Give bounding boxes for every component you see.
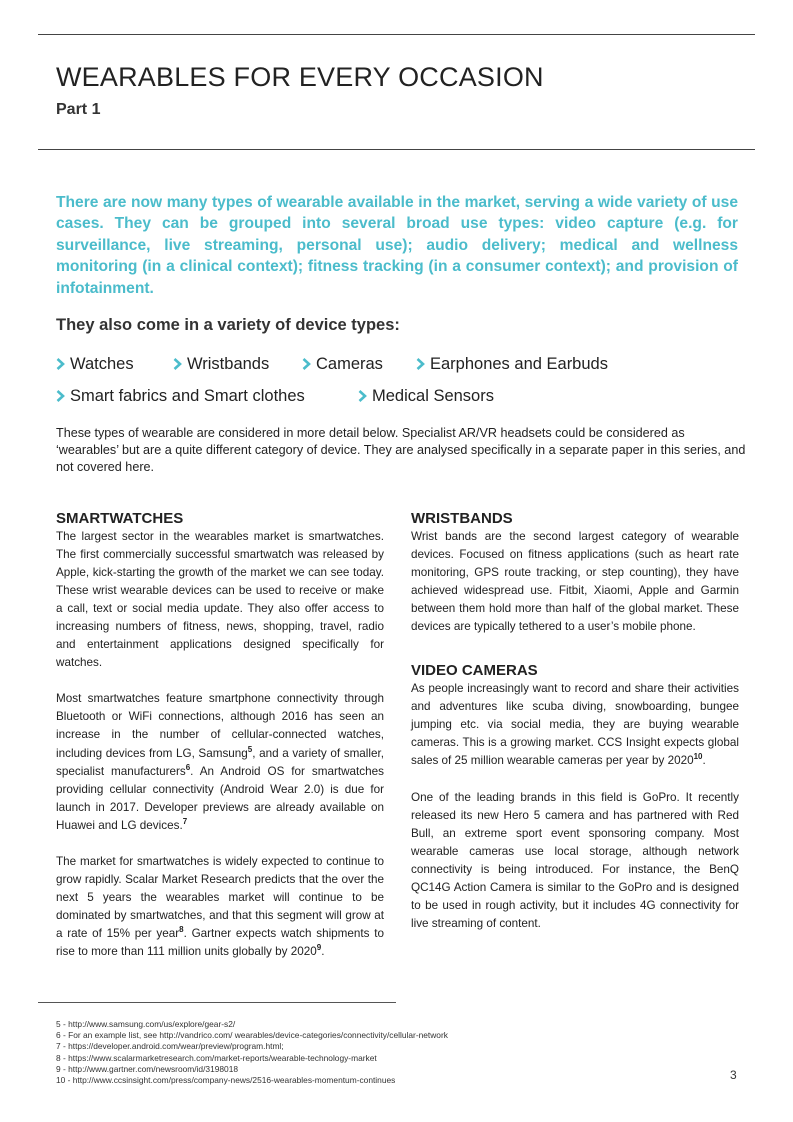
right-column	[411, 510, 739, 951]
chevron-right-icon	[56, 355, 70, 374]
top-rule	[38, 34, 755, 35]
device-types-row-2	[56, 387, 746, 409]
footnote: 10 - http://www.ccsinsight.com/press/company-news/2516-wearables-momentum-continues	[56, 1075, 396, 1086]
video-cameras-paragraph-1: As people increasingly want to record and share their activities and adventures like scuba diving, snowboarding, bungee jumping etc. via social media, they are buying wearable cameras. This is a growing market. CCS Insight expects global sales of 25 million wearable cameras per year by 2020$^{10}$.	[411, 682, 739, 768]
smartwatches-paragraph-1: The largest sector in the wearables market is smartwatches. The first commercially successful smartwatch was released by Apple, kick-starting the growth of the market we can see today. These wrist wearable devices can be used to receive or make a call, text or social media update. They also offer access to increasing numbers of fitness, news, shopping, travel, radio and entertainment applications designed specifically for watches.	[56, 530, 384, 670]
device-type-item: Watches	[56, 355, 134, 374]
wristbands-paragraph: Wrist bands are the second largest category of wearable devices. Focused on fitness applications (such as heart rate monitoring, GPS route tracking, or step counting), they have achieved widespread use. Fitbit, Xiaomi, Apple and Garmin between them hold more than half of the global market. These devices are typically tethered to a user’s mobile phone.	[411, 530, 739, 634]
smartwatches-paragraph-3: The market for smartwatches is widely expected to continue to grow rapidly. Scalar Market Research predicts that the over the next 5 years the wearables market will continue to be dominated by smartwatches, and that this segment will grow at a rate of 15% per year$^8$. Gartner expects watch shipments to rise to more than 111 million units globally by 2020$^9$.	[56, 854, 384, 958]
header-bottom-rule	[38, 149, 755, 150]
intro-paragraph: There are now many types of wearable available in the market, serving a wide variety of use cases. They can be grouped into several broad use types: video capture (e.g. for surveillance, live streaming, personal use); audio delivery; medical and wellness monitoring (in a clinical context); fitness tracking (in a consumer context); and provision of infotainment.	[56, 194, 738, 297]
page-number: 3	[730, 1068, 737, 1082]
footnote-ref: 7	[182, 816, 188, 826]
page-title: WEARABLES FOR EVERY OCCASION	[56, 62, 544, 92]
footnotes	[56, 1019, 448, 1086]
device-type-item: Medical Sensors	[358, 387, 494, 406]
chevron-right-icon	[173, 355, 187, 374]
device-type-item: Earphones and Earbuds	[416, 355, 608, 374]
device-type-item: Wristbands	[173, 355, 269, 374]
footnote-ref: 10	[693, 752, 703, 762]
chevron-right-icon	[358, 387, 372, 406]
footnote-ref: 9	[316, 943, 322, 953]
device-types-heading: They also come in a variety of device types:	[56, 316, 400, 334]
footnote: 5 - http://www.samsung.com/us/explore/gear-s2/	[56, 1019, 236, 1029]
footnote: 6 - For an example list, see http://vandrico.com/ wearables/device-categories/connectivity/cellular-network	[56, 1030, 448, 1041]
device-types-row-1	[56, 355, 746, 377]
chevron-right-icon	[302, 355, 316, 374]
video-cameras-heading: VIDEO CAMERAS	[411, 662, 538, 680]
wristbands-heading: WRISTBANDS	[411, 510, 513, 527]
left-column	[56, 510, 384, 979]
page-subtitle: Part 1	[56, 101, 101, 118]
video-cameras-paragraph-2: One of the leading brands in this field is GoPro. It recently released its new Hero 5 camera and has partnered with Red Bull, an extreme sport event sponsoring company. Most wearable cameras use local storage, although network connectivity is being introduced. For instance, the BenQ QC14G Action Camera is similar to the GoPro and is designed to be used in rough activity, but it includes 4G connectivity for live streaming of content.	[411, 790, 739, 930]
footnote-ref: 8	[179, 925, 184, 935]
lead-paragraph: These types of wearable are considered in more detail below. Specialist AR/VR headsets could be considered as ‘wearables’ but are a quite different category of device. They are analysed specifically in a separate paper in this series, and not covered here.	[56, 426, 746, 474]
chevron-right-icon	[416, 355, 430, 374]
device-type-item: Cameras	[302, 355, 383, 374]
smartwatches-paragraph-2: Most smartwatches feature smartphone connectivity through Bluetooth or WiFi connections, although 2016 has seen an increase in the number of cellular-connected watches, including devices from LG, Samsung$^5$, and a variety of smaller, specialist manufacturers$^6$. An Android OS for smartwatches providing cellular connectivity (Android Wear 2.0) is due for launch in 2017. Developer previews are already available on Huawei and LG devices.$^7$	[56, 692, 384, 832]
footnote: 8 - https://www.scalarmarketresearch.com/market-reports/wearable-technology-market	[56, 1052, 377, 1063]
device-type-item: Smart fabrics and Smart clothes	[56, 387, 305, 406]
footnote-ref: 5	[247, 744, 253, 754]
footnote-ref: 6	[185, 762, 191, 772]
footnote-rule	[38, 1002, 396, 1003]
smartwatches-heading: SMARTWATCHES	[56, 510, 184, 527]
footnote: 7 - https://developer.android.com/wear/preview/program.html;	[56, 1041, 284, 1052]
footnote: 9 - http://www.gartner.com/newsroom/id/3198018	[56, 1063, 239, 1074]
chevron-right-icon	[56, 387, 70, 406]
